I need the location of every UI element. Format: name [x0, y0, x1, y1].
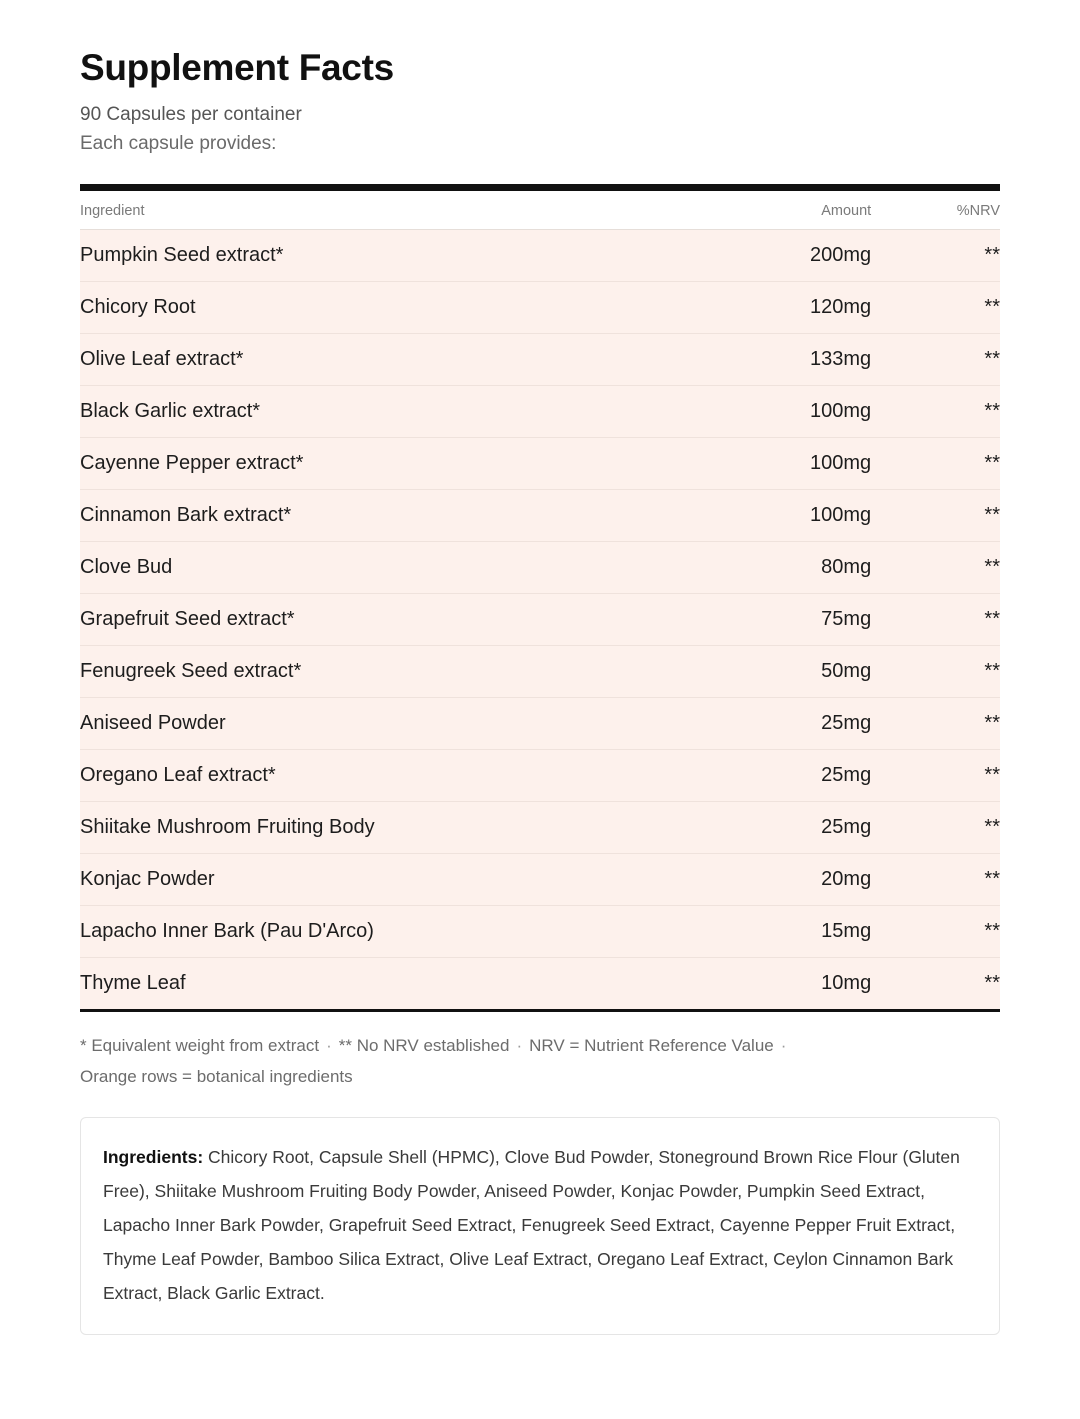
table-row: [80, 957, 1000, 1009]
table-row: [80, 593, 1000, 645]
cell-ingredient: Olive Leaf extract*: [80, 333, 650, 385]
footnotes: [80, 1030, 1000, 1093]
page-title: Supplement Facts: [80, 47, 394, 88]
footnote-separator: ·: [326, 1035, 332, 1055]
cell-nrv: **: [871, 333, 1000, 385]
ingredients-list-text: Chicory Root, Capsule Shell (HPMC), Clove Bud Powder, Stoneground Brown Rice Flour (Gluten Free), Shiitake Mushroom Fruiting Body Powder, Aniseed Powder, Konjac Powder, Pumpkin Seed Extract, Lapacho Inner Bark Powder, Grapefruit Seed Extract, Fenugreek Seed Extract, Cayenne Pepper Fruit Extract, Thyme Leaf Powder, Bamboo Silica Extract, Olive Leaf Extract, Oregano Leaf Extract, Ceylon Cinnamon Bark Extract, Black Garlic Extract.: [103, 1146, 960, 1304]
cell-nrv: **: [871, 697, 1000, 749]
column-header-amount: Amount: [650, 191, 871, 230]
table-row: [80, 333, 1000, 385]
cell-nrv: **: [871, 801, 1000, 853]
cell-ingredient: Oregano Leaf extract*: [80, 749, 650, 801]
cell-amount: 50mg: [650, 645, 871, 697]
cell-ingredient: Thyme Leaf: [80, 957, 650, 1009]
ingredients-label: Ingredients:: [103, 1146, 204, 1167]
table-header: [80, 191, 1000, 230]
capsules-per-container: 90 Capsules per container: [80, 103, 302, 125]
table-row: [80, 541, 1000, 593]
supplement-facts-table: [80, 191, 1000, 1009]
cell-amount: 10mg: [650, 957, 871, 1009]
cell-ingredient: Cinnamon Bark extract*: [80, 489, 650, 541]
footnote-separator: ·: [780, 1035, 787, 1055]
divider-top: [80, 184, 1000, 191]
cell-ingredient: Chicory Root: [80, 281, 650, 333]
cell-amount: 100mg: [650, 489, 871, 541]
cell-nrv: **: [871, 229, 1000, 281]
cell-nrv: **: [871, 385, 1000, 437]
table-header-row: [80, 191, 1000, 230]
cell-nrv: **: [871, 905, 1000, 957]
table-row: [80, 281, 1000, 333]
serving-statement: Each capsule provides:: [80, 133, 277, 155]
table-row: [80, 801, 1000, 853]
cell-amount: 20mg: [650, 853, 871, 905]
footnote-no-nrv: ** No NRV established: [338, 1035, 510, 1055]
ingredients-panel: [80, 1117, 1000, 1336]
divider-bottom: [80, 1009, 1000, 1012]
table-row: [80, 749, 1000, 801]
table-row: [80, 489, 1000, 541]
table-row: [80, 697, 1000, 749]
table-row: [80, 437, 1000, 489]
cell-amount: 25mg: [650, 749, 871, 801]
cell-ingredient: Lapacho Inner Bark (Pau D'Arco): [80, 905, 650, 957]
cell-amount: 133mg: [650, 333, 871, 385]
cell-ingredient: Pumpkin Seed extract*: [80, 229, 650, 281]
cell-nrv: **: [871, 957, 1000, 1009]
cell-ingredient: Konjac Powder: [80, 853, 650, 905]
cell-amount: 200mg: [650, 229, 871, 281]
cell-ingredient: Cayenne Pepper extract*: [80, 437, 650, 489]
cell-amount: 25mg: [650, 697, 871, 749]
column-header-ingredient: Ingredient: [80, 191, 650, 230]
cell-nrv: **: [871, 281, 1000, 333]
table-row: [80, 905, 1000, 957]
cell-amount: 15mg: [650, 905, 871, 957]
footnote-orange-rows: Orange rows = botanical ingredients: [80, 1067, 353, 1087]
table-row: [80, 645, 1000, 697]
cell-ingredient: Fenugreek Seed extract*: [80, 645, 650, 697]
cell-amount: 100mg: [650, 385, 871, 437]
cell-nrv: **: [871, 593, 1000, 645]
cell-nrv: **: [871, 541, 1000, 593]
table-row: [80, 853, 1000, 905]
cell-amount: 100mg: [650, 437, 871, 489]
cell-amount: 120mg: [650, 281, 871, 333]
footnote-separator: ·: [516, 1035, 523, 1055]
cell-nrv: **: [871, 489, 1000, 541]
cell-nrv: **: [871, 853, 1000, 905]
cell-ingredient: Black Garlic extract*: [80, 385, 650, 437]
table-body: [80, 229, 1000, 1009]
footnote-extract-weight: * Equivalent weight from extract: [80, 1035, 320, 1055]
cell-amount: 80mg: [650, 541, 871, 593]
cell-nrv: **: [871, 437, 1000, 489]
cell-ingredient: Shiitake Mushroom Fruiting Body: [80, 801, 650, 853]
cell-ingredient: Aniseed Powder: [80, 697, 650, 749]
cell-nrv: **: [871, 645, 1000, 697]
cell-nrv: **: [871, 749, 1000, 801]
cell-ingredient: Clove Bud: [80, 541, 650, 593]
footnote-nrv-definition: NRV = Nutrient Reference Value: [529, 1035, 774, 1055]
table-row: [80, 385, 1000, 437]
cell-amount: 75mg: [650, 593, 871, 645]
table-row: [80, 229, 1000, 281]
column-header-nrv: %NRV: [871, 191, 1000, 230]
cell-ingredient: Grapefruit Seed extract*: [80, 593, 650, 645]
cell-amount: 25mg: [650, 801, 871, 853]
